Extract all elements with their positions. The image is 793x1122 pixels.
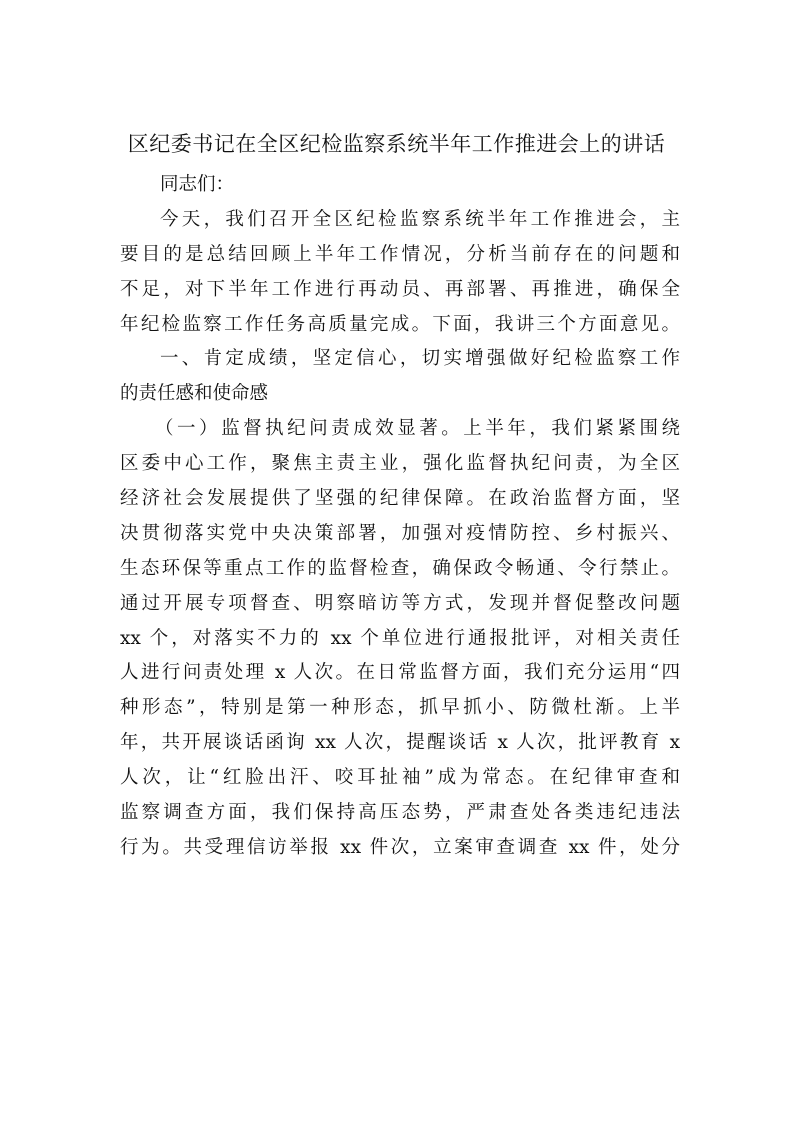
document-body <box>120 168 680 866</box>
paragraph-line: 年，共开展谈话函询 xx 人次，提醒谈话 x 人次，批评教育 x <box>120 732 680 754</box>
paragraph-line: （一）监督执纪问责成效显著。上半年，我们紧紧围绕 <box>155 418 680 440</box>
paragraph-line: 监察调查方面，我们保持高压态势，严肃查处各类违纪违法 <box>120 802 680 824</box>
paragraph-line: 年纪检监察工作任务高质量完成。下面，我讲三个方面意见。 <box>120 313 680 335</box>
paragraph-line: 人进行问责处理 x 人次。在日常监督方面，我们充分运用“四 <box>120 662 680 684</box>
section-heading-line: 一、肯定成绩，坚定信心，切实增强做好纪检监察工作 <box>160 348 680 370</box>
paragraph-line: 经济社会发展提供了坚强的纪律保障。在政治监督方面，坚 <box>120 488 680 510</box>
paragraph-line: 区委中心工作，聚焦主责主业，强化监督执纪问责，为全区 <box>120 453 680 475</box>
paragraph-line: 行为。共受理信访举报 xx 件次，立案审查调查 xx 件，处分 <box>120 836 680 858</box>
paragraph-line: 生态环保等重点工作的监督检查，确保政令畅通、令行禁止。 <box>120 557 680 579</box>
paragraph-line: 人次，让“红脸出汗、咬耳扯袖”成为常态。在纪律审查和 <box>120 767 680 789</box>
salutation-line: 同志们： <box>160 174 235 195</box>
paragraph-line: 决贯彻落实党中央决策部署，加强对疫情防控、乡村振兴、 <box>120 522 680 544</box>
paragraph-line: 今天，我们召开全区纪检监察系统半年工作推进会，主 <box>160 208 680 230</box>
paragraph-line: 不足，对下半年工作进行再动员、再部署、再推进，确保全 <box>120 278 680 300</box>
paragraph-line: 种形态”，特别是第一种形态，抓早抓小、防微杜渐。上半 <box>120 697 680 719</box>
paragraph-line: 通过开展专项督查、明察暗访等方式，发现并督促整改问题 <box>120 592 680 614</box>
paragraph-line: 要目的是总结回顾上半年工作情况，分析当前存在的问题和 <box>120 243 680 265</box>
document-title: 区纪委书记在全区纪检监察系统半年工作推进会上的讲话 <box>127 132 666 156</box>
section-heading-line: 的责任感和使命感 <box>120 383 269 405</box>
paragraph-line: xx 个，对落实不力的 xx 个单位进行通报批评，对相关责任 <box>120 627 680 649</box>
